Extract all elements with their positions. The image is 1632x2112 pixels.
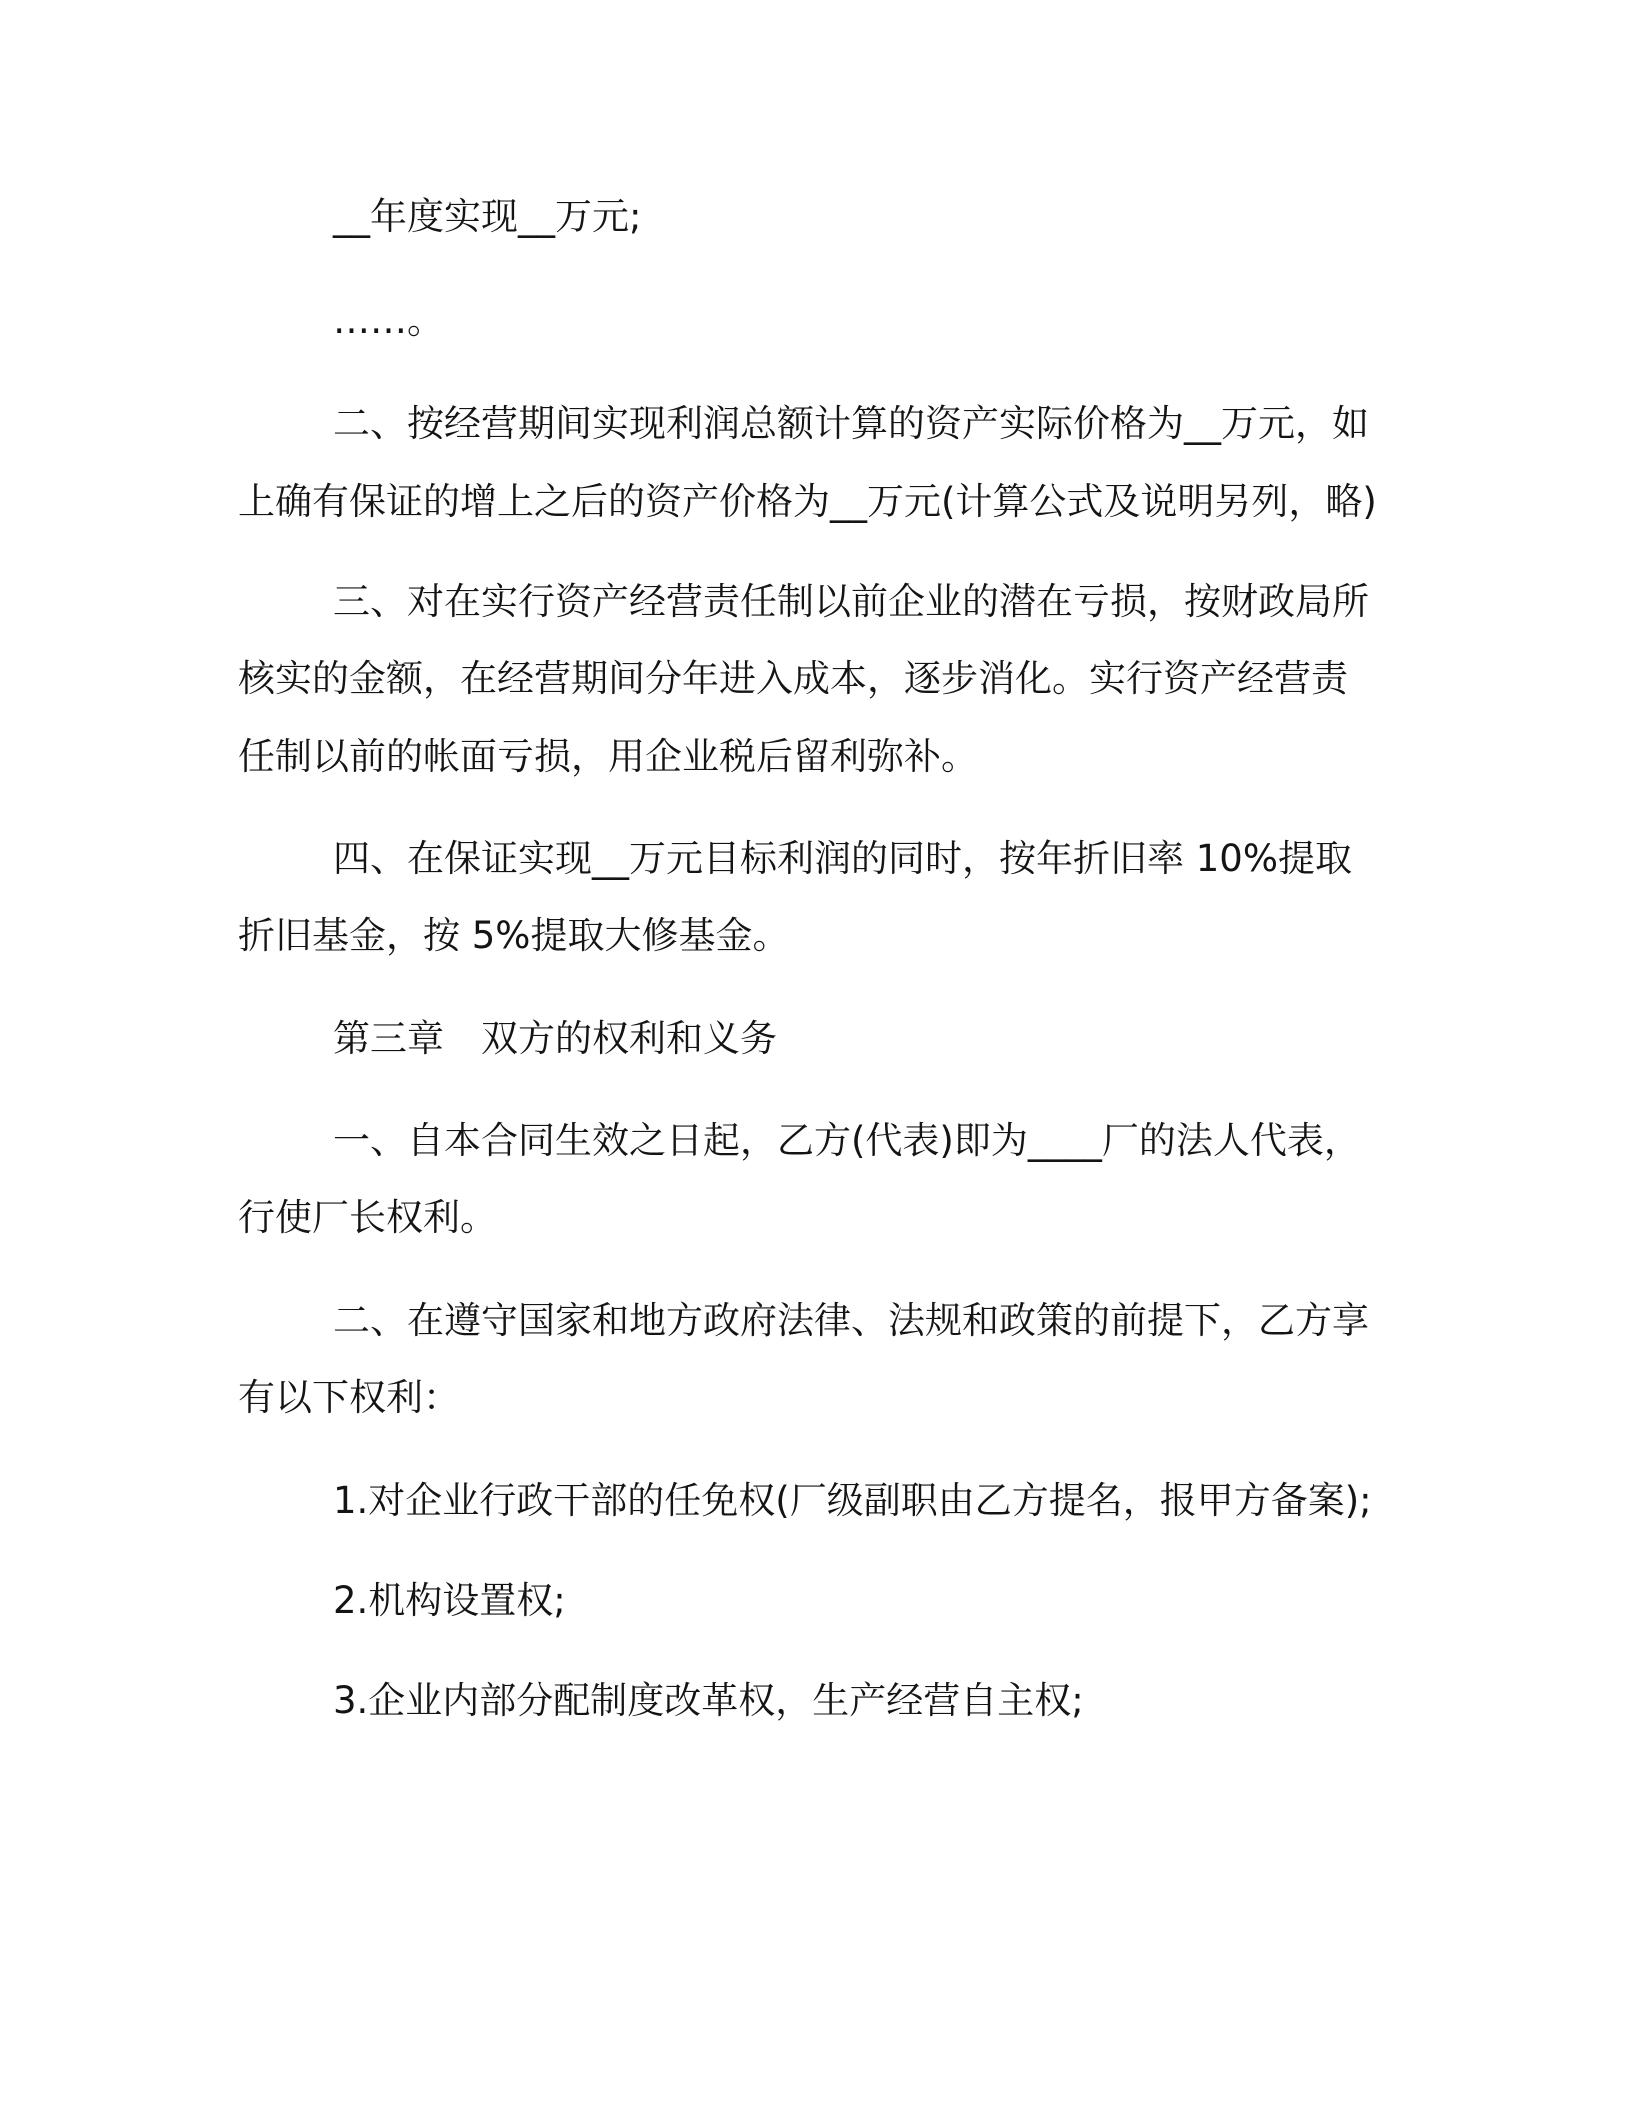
text-line-clause-2-b: 上确有保证的增上之后的资产价格为__万元(计算公式及说明另列，略) xyxy=(238,480,1377,523)
text-line-clause-3-c: 任制以前的帐面亏损，用企业税后留利弥补。 xyxy=(238,735,978,778)
text-line-rights-1-a: 一、自本合同生效之日起，乙方(代表)即为____厂的法人代表， xyxy=(333,1119,1361,1162)
list-item-1: 1.对企业行政干部的任免权(厂级副职由乙方提名，报甲方备案); xyxy=(333,1479,1372,1522)
text-line-ellipsis: ……。 xyxy=(333,299,444,342)
list-item-2: 2.机构设置权; xyxy=(333,1579,566,1622)
text-line-rights-1-b: 行使厂长权利。 xyxy=(238,1196,497,1239)
text-line-rights-2-b: 有以下权利： xyxy=(238,1376,460,1419)
text-line-clause-4-b: 折旧基金，按 5%提取大修基金。 xyxy=(238,914,790,957)
text-line-clause-3-a: 三、对在实行资产经营责任制以前企业的潜在亏损，按财政局所 xyxy=(333,580,1369,623)
text-line-clause-4-a: 四、在保证实现__万元目标利润的同时，按年折旧率 10%提取 xyxy=(333,837,1352,880)
text-line-clause-3-b: 核实的金额，在经营期间分年进入成本，逐步消化。实行资产经营责 xyxy=(238,657,1348,700)
text-line-clause-2-a: 二、按经营期间实现利润总额计算的资产实际价格为__万元，如 xyxy=(333,402,1369,445)
chapter-heading: 第三章 双方的权利和义务 xyxy=(333,1017,777,1060)
text-line-rights-2-a: 二、在遵守国家和地方政府法律、法规和政策的前提下，乙方享 xyxy=(333,1299,1369,1342)
list-item-3: 3.企业内部分配制度改革权，生产经营自主权; xyxy=(333,1679,1084,1722)
text-line-annual-target: __年度实现__万元; xyxy=(333,195,642,238)
